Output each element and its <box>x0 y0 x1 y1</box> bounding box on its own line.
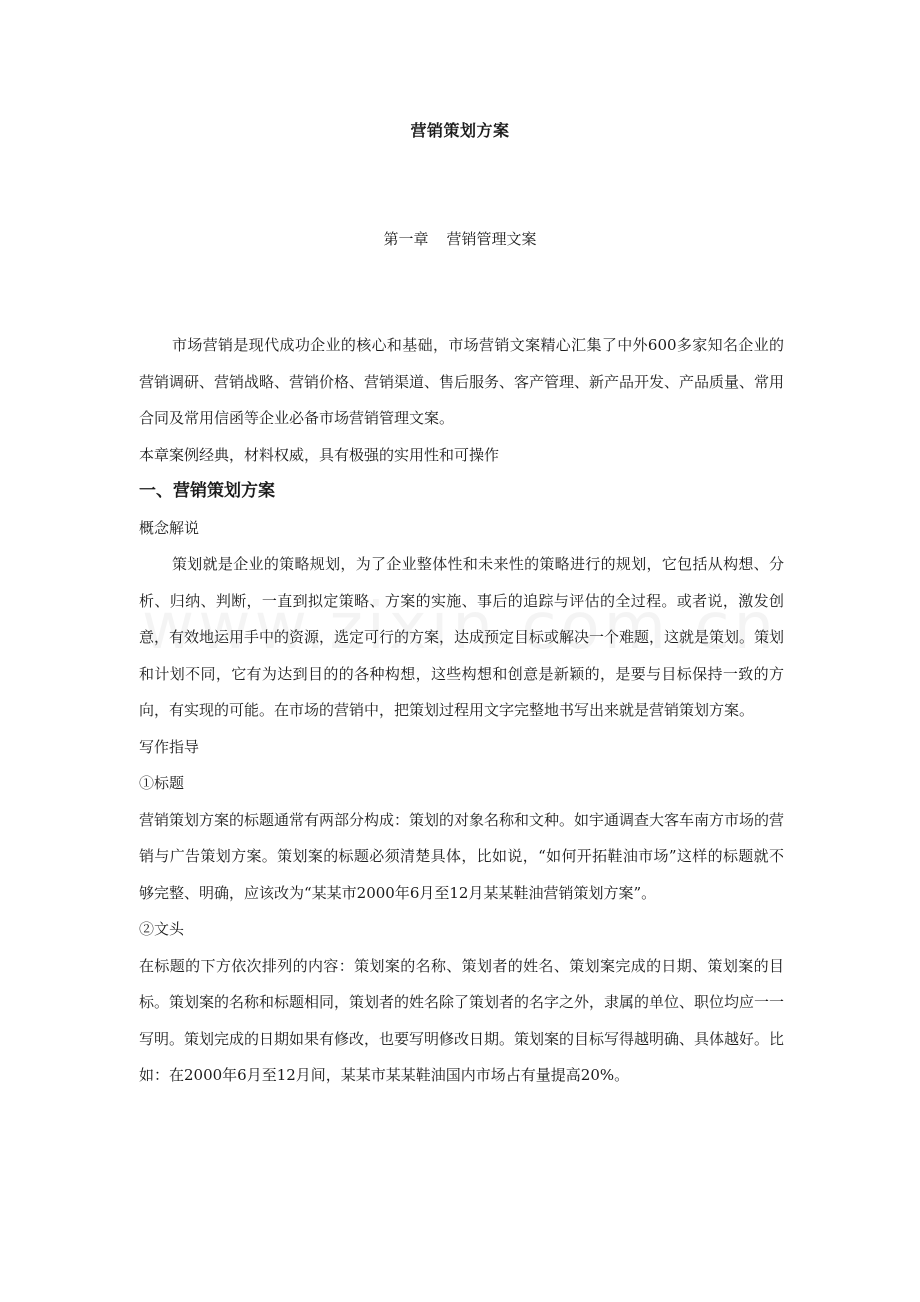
section-heading: 一、营销策划方案 <box>139 481 275 501</box>
chapter-number: 第一章 <box>383 230 429 248</box>
title-item-paragraph: 营销策划方案的标题通常有两部分构成：策划的对象名称和文种。如宇通调查大客车南方市场的营销与广告策划方案。策划案的标题必须清楚具体，比如说，“如何开拓鞋油市场”这样的标题就不够完整、明确，应该改为“某某市2000年6月至12月某某鞋油营销策划方案”。 <box>139 810 785 902</box>
header-item-label: ②文头 <box>139 920 185 938</box>
intro-note: 本章案例经典，材料权威，具有极强的实用性和可操作 <box>139 445 500 464</box>
header-item-paragraph: 在标题的下方依次排列的内容：策划案的名称、策划者的姓名、策划案完成的日期、策划案的目标。策划案的名称和标题相同，策划者的姓名除了策划者的名字之外，隶属的单位、职位均应一一写明。策划完成的日期如果有修改，也要写明修改日期。策划案的目标写得越明确、具体越好。比如：在2000年6月至12月间，某某市某某鞋油国内市场占有量提高20%。 <box>139 956 785 1084</box>
chapter-title <box>0 228 920 249</box>
concept-paragraph: 策划就是企业的策略规划，为了企业整体性和未来性的策略进行的规划，它包括从构想、分析、归纳、判断，一直到拟定策略、方案的实施、事后的追踪与评估的全过程。或者说，激发创意，有效地运用手中的资源，选定可行的方案，达成预定目标或解决一个难题，这就是策划。策划和计划不同，它有为达到目的的各种构想，这些构想和创意是新颖的，是要与目标保持一致的方向，有实现的可能。在市场的营销中，把策划过程用文字完整地书写出来就是营销策划方案。 <box>139 555 785 719</box>
chapter-name: 营销管理文案 <box>446 230 537 248</box>
document-body <box>139 327 784 1094</box>
intro-paragraph: 市场营销是现代成功企业的核心和基础，市场营销文案精心汇集了中外600多家知名企业的营销调研、营销战略、营销价格、营销渠道、售后服务、客产管理、新产品开发、产品质量、常用合同及常用信函等企业必备市场营销管理文案。 <box>139 336 785 427</box>
concept-label: 概念解说 <box>139 518 200 537</box>
document-title: 营销策划方案 <box>410 121 510 140</box>
guide-label: 写作指导 <box>139 737 200 756</box>
title-item-label: ①标题 <box>139 774 185 792</box>
